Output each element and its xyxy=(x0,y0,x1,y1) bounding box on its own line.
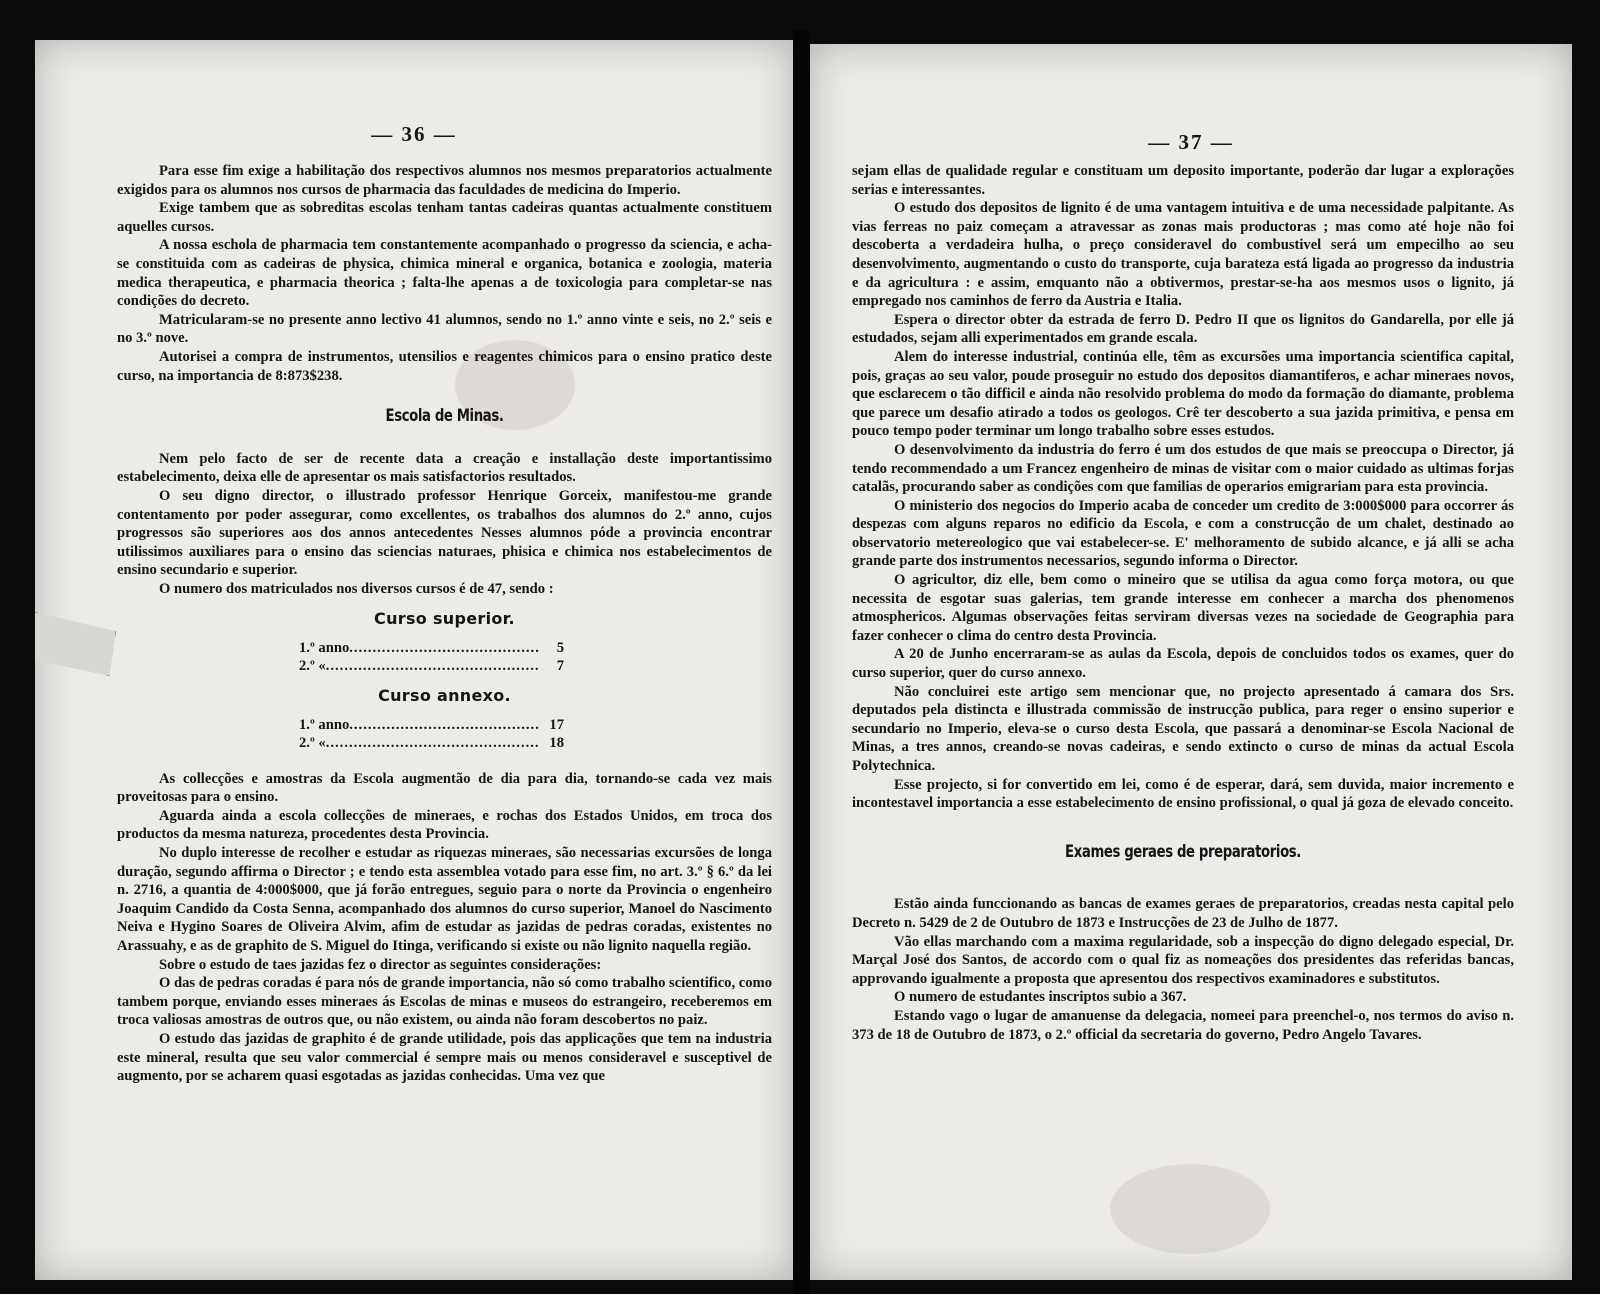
paragraph: A nossa eschola de pharmacia tem constantemente acompanhado o progresso da sciencia, e acha-se constituida com as cadeiras de physica, chimica mineral e organica, botanica e zoologia, materia medica therapeutica, e pharmacia theorica ; falta-lhe apenas a de toxicologia para completar-se nas condições do decreto. xyxy=(117,237,772,310)
paragraph: Espera o director obter da estrada de ferro D. Pedro II que os lignitos do Gandarella, por elle já estudados, sejam alli experimentados em grande escala. xyxy=(852,311,1514,347)
right-page xyxy=(810,44,1572,1280)
paragraph: Aguarda ainda a escola collecções de mineraes, e rochas dos Estados Unidos, em troca dos productos da mesma natureza, procedentes desta Provincia. xyxy=(117,807,772,843)
section-heading: Escola de Minas. xyxy=(385,406,504,427)
enrollment-label: 1.º anno xyxy=(299,640,350,657)
paragraph: Estão ainda funccionando as bancas de exames geraes de preparatorios, creadas nesta capital pelo Decreto n. 5429 de 2 de Outubro de 1873 e Instrucções de 23 de Julho de 1877. xyxy=(852,896,1514,931)
dot-leader xyxy=(326,734,540,752)
paragraph: As collecções e amostras da Escola augmentão de dia para dia, tornando-se cada vez mais proveitosas para o ensino. xyxy=(117,770,772,806)
left-page xyxy=(35,40,793,1280)
paragraph: sejam ellas de qualidade regular e constituam um deposito importante, poderão dar lugar a explorações serias e interessantes. xyxy=(852,163,1514,198)
section-heading: Exames geraes de preparatorios. xyxy=(1065,841,1301,862)
paragraph: Estando vago o lugar de amanuense da delegacia, nomeei para preenchel-o, nos termos do aviso n. 373 de 18 de Outubro de 1873, o 2.º official da secretaria do governo, Pedro Angelo Tavares. xyxy=(852,1007,1514,1043)
paragraph: O estudo das jazidas de graphito é de grande utilidade, pois das applicações que tem na industria este mineral, resulta que seu valor commercial é sempre mais ou menos consideravel e susceptivel de augmento, por se acharem quasi esgotadas as jazidas conhecidas. Uma vez que xyxy=(117,1030,772,1085)
enrollment-label: 2.º « xyxy=(299,658,326,675)
paper-tab xyxy=(35,612,116,676)
paragraph: No duplo interesse de recolher e estudar as riquezas mineraes, são necessarias excursões de longa duração, segundo affirma o Director ; e tendo esta assemblea votado para esse fim, no art. 3.º § 6.º da lei n. 2716, a quantia de 4:000$000, que já forão entregues, seguio para o norte da Provincia o engenheiro Joaquim Candido da Costa Senna, acompanhado dos alumnos do curso superior, Manoel do Nascimento Neiva e Hygino Soares de Oliveira Alvim, afim de estudar as jazidas de pedras coradas, existentes no Arassuahy, e as de graphito de S. Miguel do Itinga, verificando si existe ou não lignito naquella região. xyxy=(117,845,772,954)
paragraph: Para esse fim exige a habilitação dos respectivos alumnos nos mesmos preparatorios actualmente exigidos para os alumnos nos cursos de pharmacia das faculdades de medicina do Imperio. xyxy=(117,163,772,198)
paragraph: O desenvolvimento da industria do ferro é um dos estudos de que mais se preoccupa o Director, já tendo recommendado a um Francez engenheiro de minas de visitar com o maior cuidado as ultimas forjas catalãs, procurando saber as condições com que familias de operarios emigrariam para esta provincia. xyxy=(852,441,1514,496)
dot-leader xyxy=(349,716,540,734)
paper-stain xyxy=(1110,1164,1270,1254)
paragraph: O seu digno director, o illustrado professor Henrique Gorceix, manifestou-me grande contentamento por poder assegurar, como excellentes, os trabalhos dos alumnos do 2.º anno, cujos progressos são superiores aos dos annos antecedentes Nesses alumnos póde a provincia encontrar utilissimos auxiliares para o ensino das sciencias naturaes, phisica e chimica nos estabelecimentos de ensino secundario e superior. xyxy=(117,487,772,579)
left-page-text xyxy=(117,162,772,1086)
enrollment-label: 2.º « xyxy=(299,734,326,751)
page-number-right: — 37 — xyxy=(1148,130,1234,154)
paragraph: Vão ellas marchando com a maxima regularidade, sob a inspecção do digno delegado especial, Dr. Marçal José dos Santos, de accordo com o qual fiz as nomeações dos presidentes das referidas bancas, approvando igualmente a proposta que apresentou dos respectivos examinadores e substitutos. xyxy=(852,933,1514,987)
paragraph: O agricultor, diz elle, bem como o mineiro que se utilisa da agua como força motora, ou que necessita de esgotar suas galerias, tem grande interesse em conhecer a marcha dos phenomenos atmosphericos. Algumas observações feitas serviram diversas vezes na sociedade de Geographia para fazer conhecer o clima do centro desta Provincia. xyxy=(852,572,1514,644)
course-annexo-heading: Curso annexo. xyxy=(378,686,511,706)
dot-leader xyxy=(349,639,540,657)
paragraph: O ministerio dos negocios do Imperio acaba de conceder um credito de 3:000$000 para occorrer ás despezas com alguns reparos no edificio da Escola, e com a construcção de um chalet, destinado ao observatorio metereologico que vai estabelecer-se. E' melhoramento de subido alcance, e já alli se acha grande parte dos instrumentos necessarios, segundo informa o Director. xyxy=(852,497,1514,570)
enrollment-row xyxy=(299,639,564,657)
enrollment-row xyxy=(299,716,564,734)
book-gutter xyxy=(793,30,810,1294)
paragraph: O numero dos matriculados nos diversos cursos é de 47, sendo : xyxy=(159,580,554,597)
dot-leader xyxy=(326,657,540,675)
paragraph: Matricularam-se no presente anno lectivo 41 alumnos, sendo no 1.º anno vinte e seis, no 2.º seis e no 3.º nove. xyxy=(117,311,772,347)
enrollment-count: 7 xyxy=(556,658,564,675)
paragraph: O estudo dos depositos de lignito é de uma vantagem intuitiva e de uma necessidade palpitante. As vias ferreas no paiz começam a atravessar as zonas mais productoras ; mas como até hoje não foi descoberta a verdadeira hulha, o preço consideravel do combustivel será um empecilho ao seu desenvolvimento, augmentando o custo do transporte, cuja barateza está ligada ao progresso da industria e da agricultura : e assim, emquanto não a obtivermos, prestar-se-ha aos mesmos usos o lignito, já empregado nos caminhos de ferro da Austria e Italia. xyxy=(852,200,1514,310)
enrollment-count: 18 xyxy=(549,734,564,751)
paragraph: Não concluirei este artigo sem mencionar que, no projecto apresentado á camara dos Srs. deputados pela distincta e illustrada commissão de instrucção publica, para reger o ensino superior e secundario no Imperio, eleva-se o curso desta Escola, que passará a denominar-se Escola Nacional de Minas, a tres annos, creando-se novas cadeiras, e sendo extincto o curso de minas da actual Escola Polytechnica. xyxy=(852,683,1514,774)
paragraph: Esse projecto, si for convertido em lei, como é de esperar, dará, sem duvida, maior incremento e incontestavel importancia a esse estabelecimento de ensino profissional, o qual já goza de elevado conceito. xyxy=(852,776,1514,812)
paragraph: Sobre o estudo de taes jazidas fez o director as seguintes considerações: xyxy=(159,956,602,973)
paragraph: Exige tambem que as sobreditas escolas tenham tantas cadeiras quantas actualmente constituem aquelles cursos. xyxy=(117,200,772,235)
right-page-text xyxy=(852,162,1514,1044)
paragraph: Nem pelo facto de ser de recente data a creação e installação deste importantissimo estabelecimento, deixa elle de apresentar os mais satisfactorios resultados. xyxy=(117,450,772,486)
paragraph: A 20 de Junho encerraram-se as aulas da Escola, depois de concluidos todos os exames, quer do curso superior, quer do curso annexo. xyxy=(852,646,1514,682)
enrollment-row xyxy=(299,734,564,752)
course-superior-heading: Curso superior. xyxy=(374,609,515,629)
paragraph: O das de pedras coradas é para nós de grande importancia, não só como trabalho scientifico, como tambem porque, enviando esses mineraes ás Escolas de minas e museos do estrangeiro, receberemos em troca valiosas amostras de outros que, ou não existem, ou ainda não foram descobertos no paiz. xyxy=(117,975,772,1029)
paragraph: O numero de estudantes inscriptos subio a 367. xyxy=(894,989,1187,1006)
enrollment-label: 1.º anno xyxy=(299,716,350,733)
enrollment-count: 17 xyxy=(549,716,564,733)
enrollment-count: 5 xyxy=(556,640,564,657)
page-number-left: — 36 — xyxy=(371,122,457,146)
paragraph: Autorisei a compra de instrumentos, utensilios e reagentes chimicos para o ensino pratico deste curso, na importancia de 8:873$238. xyxy=(117,348,772,384)
enrollment-row xyxy=(299,657,564,675)
paragraph: Alem do interesse industrial, continúa elle, têm as excursões uma importancia scientifica capital, pois, graças ao seu valor, poude proseguir no estudo dos depositos diamantiferos, e achar mineraes novos, que esclarecem o tão difficil e ainda não resolvido problema do modo da formação do diamante, problema que parece um desafio atirado a todos os geologos. Crê ter descoberto a sua jazida primitiva, e pensa em pouco tempo poder terminar um longo trabalho sobre esses estudos. xyxy=(852,348,1514,440)
